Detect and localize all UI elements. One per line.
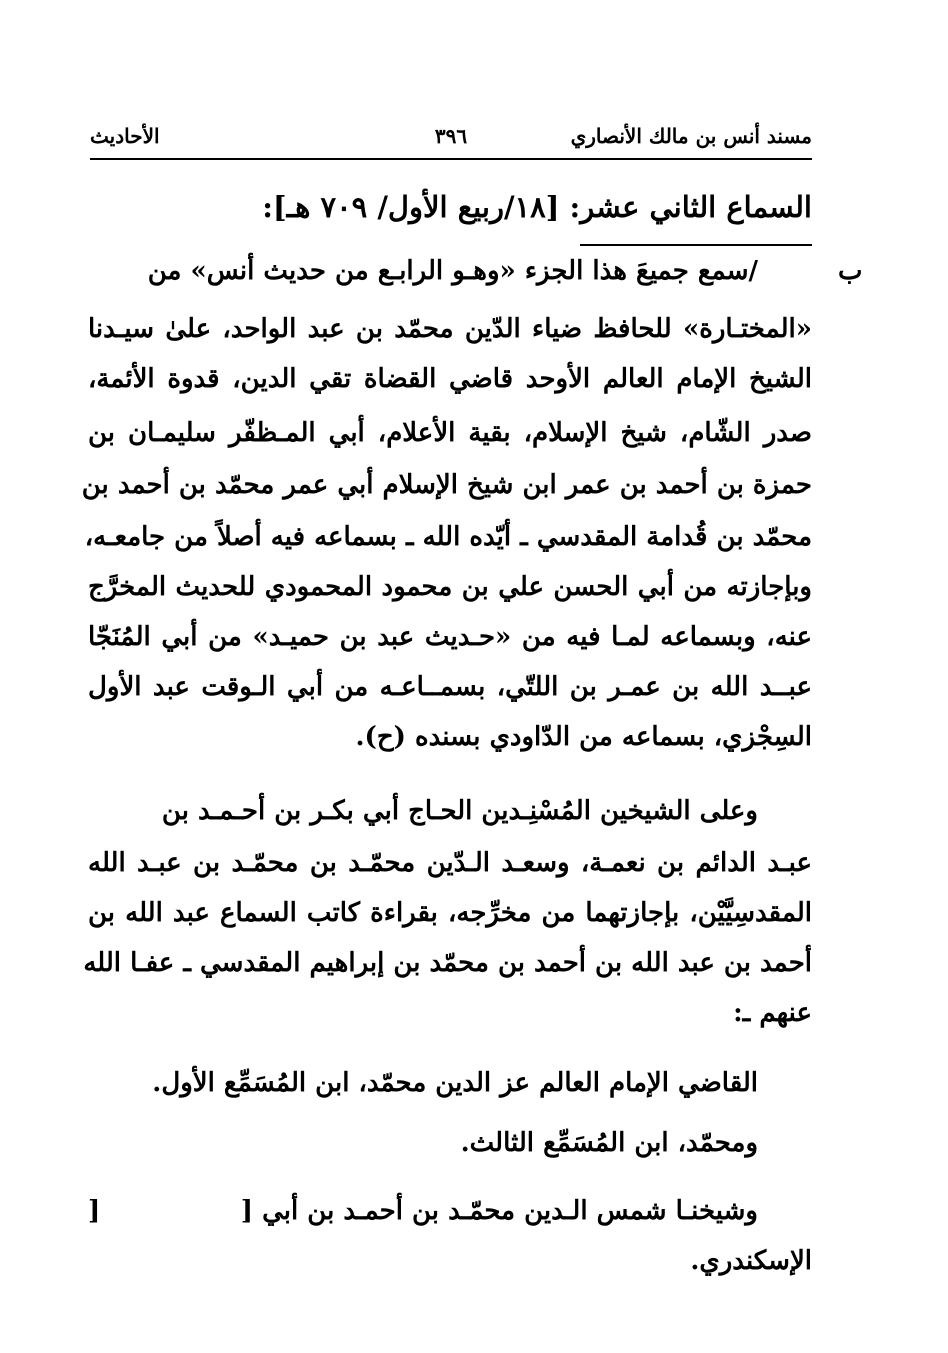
title-underline (580, 244, 812, 246)
text-line: المقدسِيَّيْن، بإجازتهما من مخرِّجه، بقراءة كاتب السماع عبد الله بن (88, 898, 812, 928)
section-title: السماع الثاني عشر: [١٨/ربيع الأول/ ٧٠٩ هـ]: (262, 190, 812, 224)
text-line: صدر الشّام، شيخ الإسلام، بقية الأعلام، أبي المـظفّر سليمـان بن (88, 418, 812, 448)
text-line: السِجْزي، بسماعه من الدّاودي بسنده (ح). (355, 722, 812, 752)
text-line: الإسكندري. (690, 1246, 812, 1276)
text-line: ومحمّد، ابن المُسَمِّع الثالث. (460, 1128, 758, 1158)
text-line: عنه، وبسماعه لمـا فيه من «حـديث عبد بن حميـد» من أبي المُنَجّا (88, 622, 812, 652)
text-line: حمزة بن أحمد بن عمر ابن شيخ الإسلام أبي عمر محمّد بن أحمد بن (81, 470, 812, 500)
book-title: مسند أنس بن مالك الأنصاري (570, 124, 812, 148)
page-number: ٣٩٦ (434, 124, 468, 148)
text-line: وشيخنـا شمس الـدين محمّـد بن أحمـد بن أبي [ (240, 1196, 758, 1226)
text-line: وبإجازته من أبي الحسن علي بن محمود المحمودي للحديث المخرَّج (88, 572, 812, 602)
section-label: الأحاديث (90, 124, 160, 148)
text-line: عنهم ـ: (733, 998, 812, 1028)
text-line: وعلى الشيخين المُسْنِـدين الحـاج أبي بكـر بن أحـمـد بن (161, 796, 758, 826)
text-line: الشيخ الإمام العالم الأوحد قاضي القضاة تقي الدين، قدوة الأئمة، (88, 364, 812, 394)
text-line: القاضي الإمام العالم عز الدين محمّد، ابن المُسَمِّع الأول. (152, 1068, 758, 1098)
closing-bracket: ] (88, 1196, 101, 1226)
text-line: عبــد الله بن عمـر بن اللتّي، بسمــاعـه من أبي الـوقت عبد الأول (88, 672, 812, 702)
page-header (90, 118, 812, 160)
text-line: /سمع جميعَ هذا الجزء «وهـو الرابـع من حديث أنس» من (147, 256, 758, 286)
text-line: أحمد بن عبد الله بن أحمد بن محمّد بن إبراهيم المقدسي ـ عفـا الله (83, 948, 812, 978)
margin-note: ب (838, 256, 863, 286)
text-line: «المختـارة» للحافظ ضياء الدّين محمّد بن عبد الواحد، علىٰ سيـدنا (88, 314, 812, 344)
text-line: محمّد بن قُدامة المقدسي ـ أيّده الله ـ بسماعه فيه أصلاً من جامعـه، (84, 522, 812, 552)
text-line: عبـد الدائم بن نعمـة، وسعـد الـدّين محمّـد بن محمّـد بن عبـد الله (88, 848, 812, 878)
